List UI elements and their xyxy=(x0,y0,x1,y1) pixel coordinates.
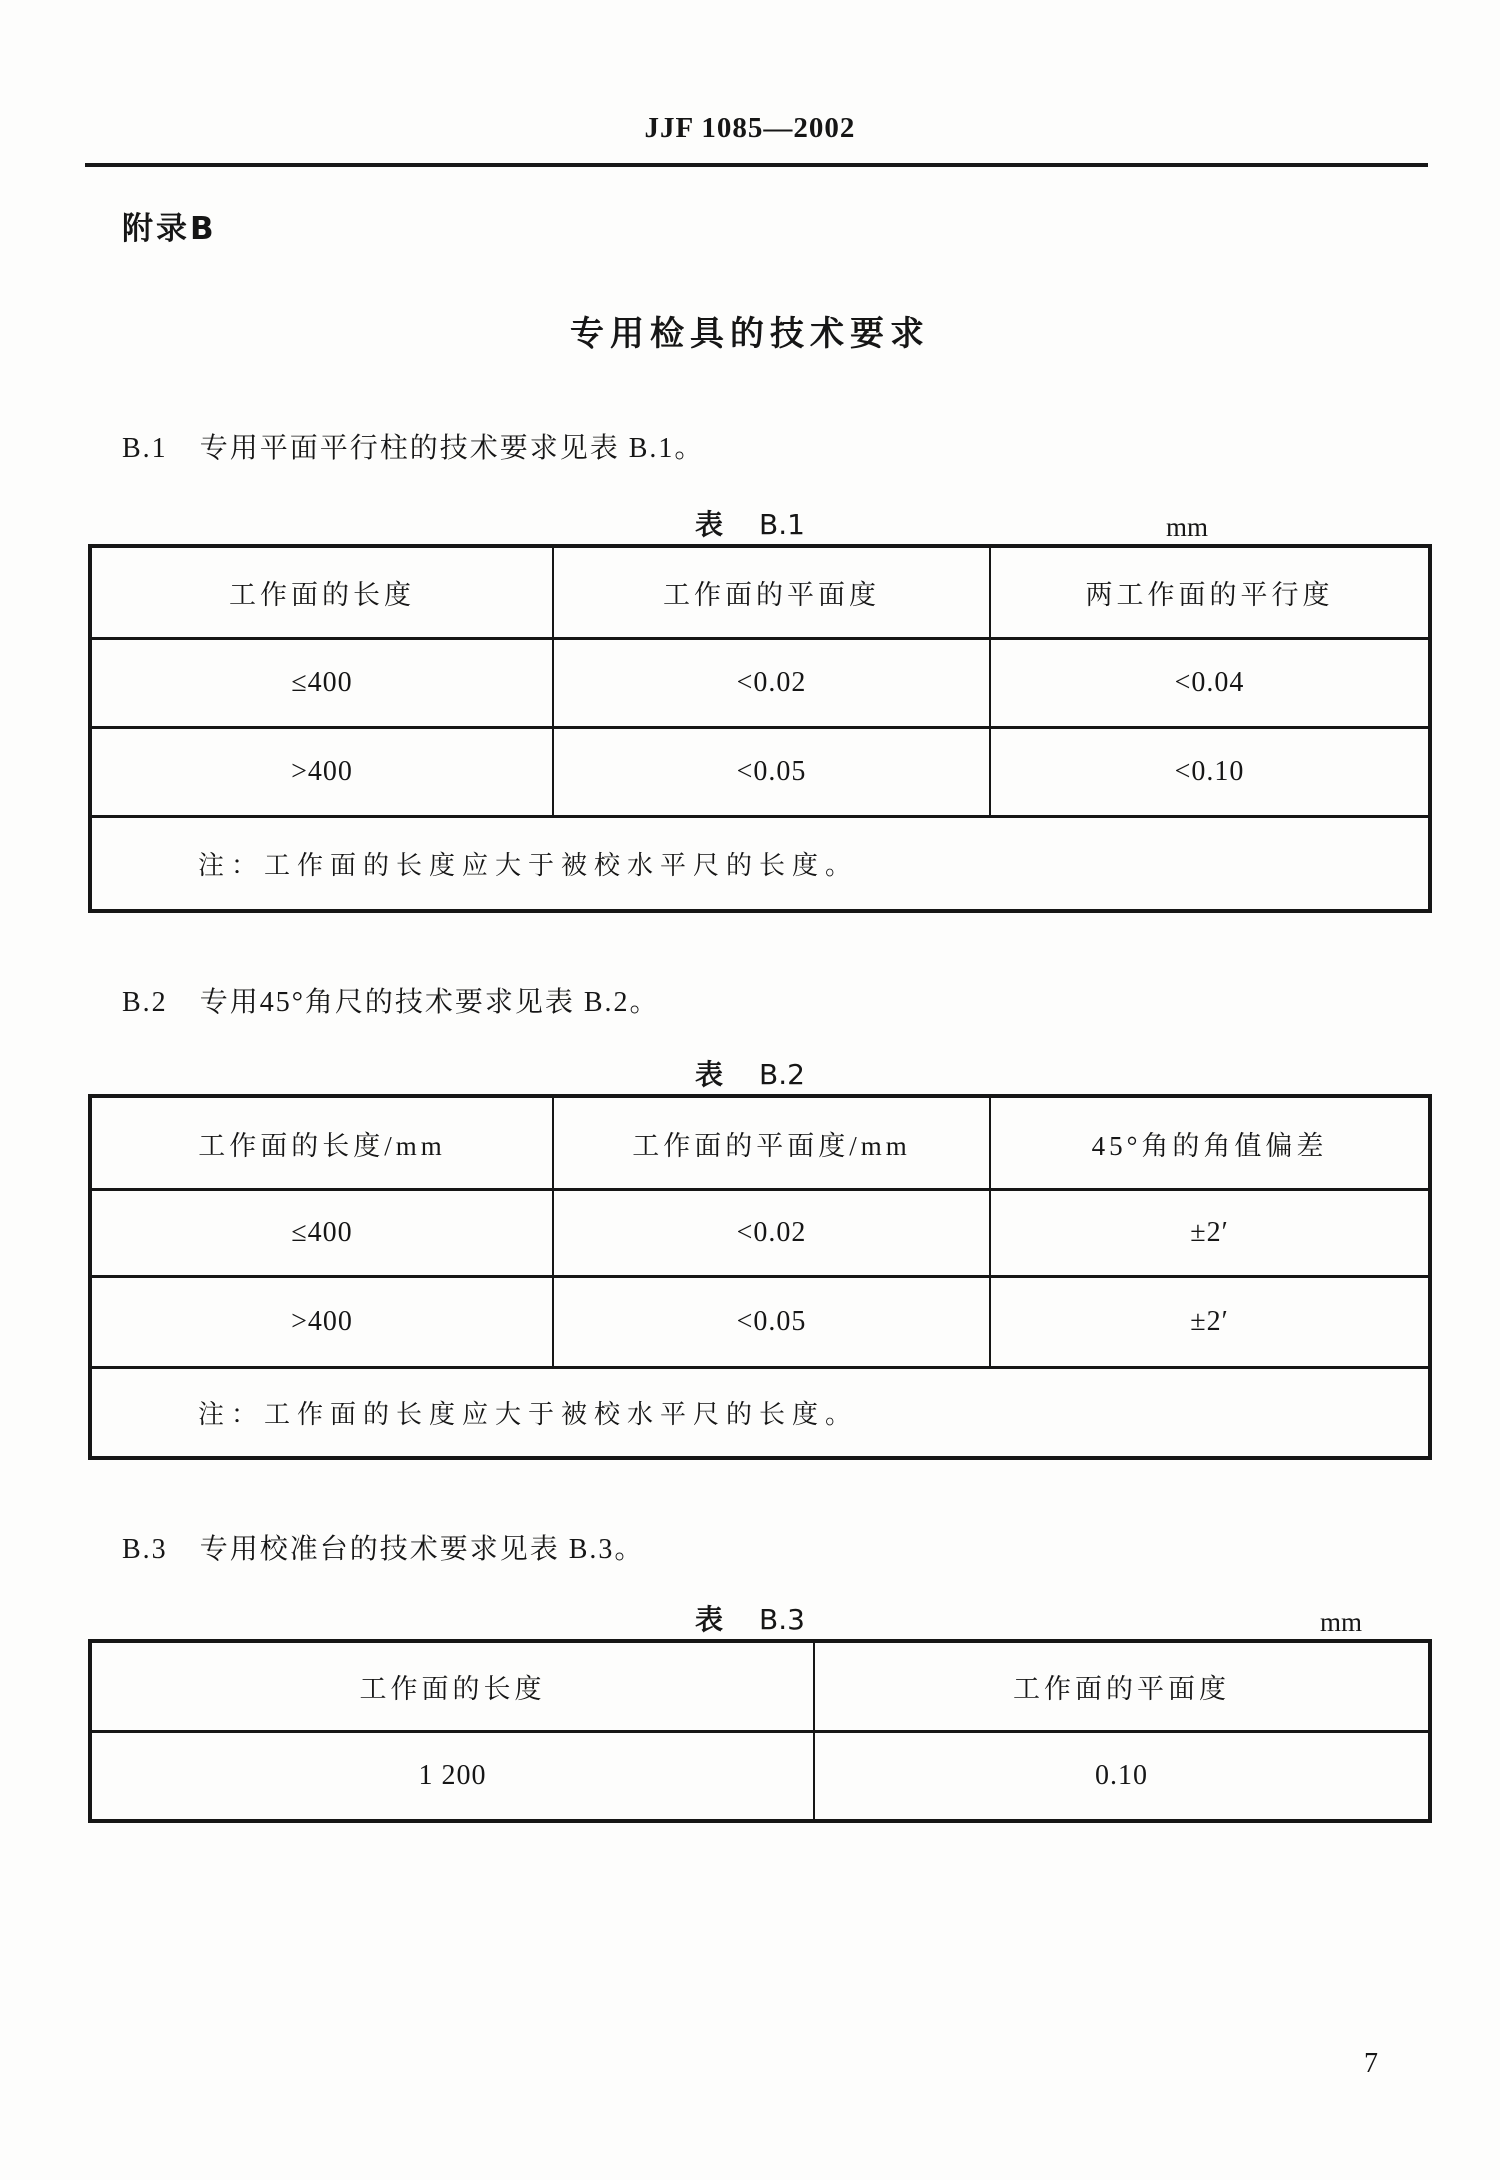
table-b2-col-header: 工作面的平面度/mm xyxy=(553,1096,990,1190)
table-b2-cell: <0.02 xyxy=(553,1190,990,1277)
section-b3-heading xyxy=(122,1530,1500,1570)
table-b1 xyxy=(88,544,1432,913)
table-b3-header-row xyxy=(90,1641,1430,1732)
table-b2-col-header: 45°角的角值偏差 xyxy=(990,1096,1430,1190)
table-b2-cell: <0.05 xyxy=(553,1277,990,1368)
table-b2 xyxy=(88,1094,1432,1460)
table-b1-note: 注：工作面的长度应大于被校水平尺的长度。 xyxy=(90,817,1430,912)
section-b2-number: B.2 xyxy=(122,987,168,1018)
table-row xyxy=(90,728,1430,817)
table-b1-note-row xyxy=(90,817,1430,912)
table-b2-note: 注：工作面的长度应大于被校水平尺的长度。 xyxy=(90,1368,1430,1459)
table-b1-caption-number: B.1 xyxy=(759,508,805,541)
table-b1-cell: ≤400 xyxy=(90,639,553,728)
table-b1-col-header: 工作面的长度 xyxy=(90,546,553,639)
section-b1-text: 专用平面平行柱的技术要求见表 B.1。 xyxy=(199,433,705,464)
table-b2-cell: ≤400 xyxy=(90,1190,553,1277)
section-b2-heading xyxy=(122,983,1500,1023)
table-b1-col-header: 两工作面的平行度 xyxy=(990,546,1430,639)
table-row xyxy=(90,1732,1430,1822)
table-b1-col-header: 工作面的平面度 xyxy=(553,546,990,639)
table-b2-col-header: 工作面的长度/mm xyxy=(90,1096,553,1190)
header-rule xyxy=(85,163,1428,167)
section-b1-number: B.1 xyxy=(122,433,168,464)
table-b2-cell: >400 xyxy=(90,1277,553,1368)
table-b3-unit-label: mm xyxy=(1319,1607,1362,1637)
table-b3-caption xyxy=(0,1602,1500,1639)
table-b3-cell: 0.10 xyxy=(814,1732,1430,1822)
section-b3-number: B.3 xyxy=(122,1534,168,1565)
table-b1-unit-label: mm xyxy=(1165,512,1208,542)
table-b3-col-header: 工作面的长度 xyxy=(90,1641,814,1732)
table-b2-note-row xyxy=(90,1368,1430,1459)
table-row xyxy=(90,639,1430,728)
table-b3-caption-word: 表 xyxy=(695,1603,724,1636)
table-b1-caption xyxy=(0,507,1500,544)
table-b1-cell: >400 xyxy=(90,728,553,817)
standard-number: JJF 1085—2002 xyxy=(644,112,856,144)
page-number: 7 xyxy=(1364,2048,1378,2079)
appendix-label: 附录B xyxy=(122,211,217,247)
table-b1-cell: <0.02 xyxy=(553,639,990,728)
table-b1-cell: <0.10 xyxy=(990,728,1430,817)
section-b1-heading xyxy=(122,429,1500,469)
table-row xyxy=(90,1190,1430,1277)
table-b1-cell: <0.05 xyxy=(553,728,990,817)
doc-title: 专用检具的技术要求 xyxy=(570,314,930,354)
table-b2-caption-word: 表 xyxy=(695,1058,724,1091)
table-b2-cell: ±2′ xyxy=(990,1277,1430,1368)
table-b3-caption-number: B.3 xyxy=(759,1603,805,1636)
table-b2-header-row xyxy=(90,1096,1430,1190)
document-header xyxy=(0,0,1500,145)
table-b2-caption xyxy=(0,1057,1500,1094)
table-b3 xyxy=(88,1639,1432,1823)
section-b2-text: 专用45°角尺的技术要求见表 B.2。 xyxy=(199,987,660,1018)
table-b2-caption-number: B.2 xyxy=(759,1058,805,1091)
table-b1-header-row xyxy=(90,546,1430,639)
section-b3-text: 专用校准台的技术要求见表 B.3。 xyxy=(199,1534,645,1565)
table-b3-col-header: 工作面的平面度 xyxy=(814,1641,1430,1732)
table-row xyxy=(90,1277,1430,1368)
table-b2-cell: ±2′ xyxy=(990,1190,1430,1277)
table-b1-cell: <0.04 xyxy=(990,639,1430,728)
table-b1-caption-word: 表 xyxy=(695,508,724,541)
table-b3-cell: 1 200 xyxy=(90,1732,814,1822)
